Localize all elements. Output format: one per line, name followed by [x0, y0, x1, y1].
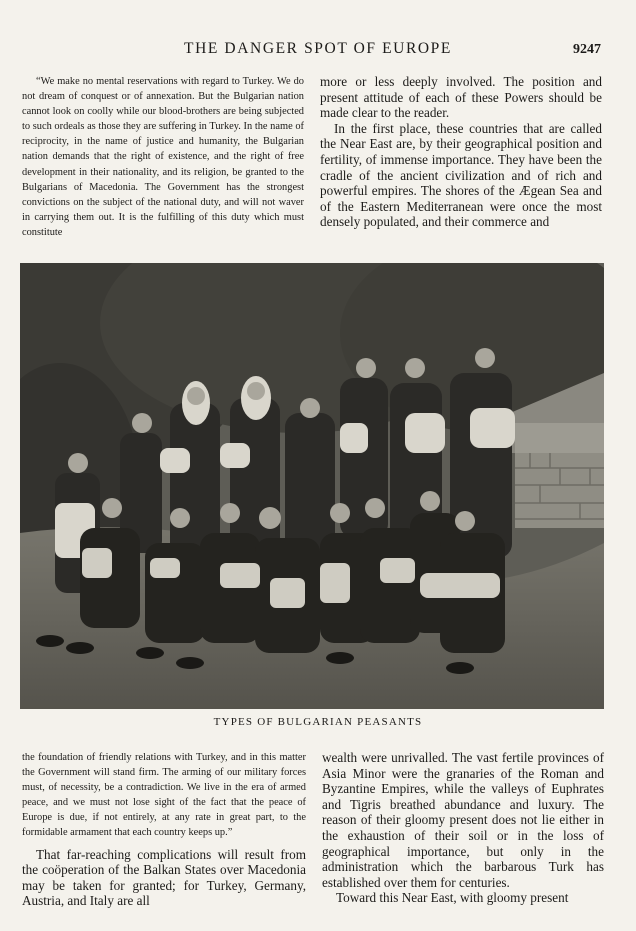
- page-number: 9247: [573, 42, 601, 57]
- paragraph: That far-reaching complications will result from the coöperation of the Balkan States over Macedonia may be taken for granted; for Turkey, Germany, Austria, and Italy are all: [22, 846, 306, 909]
- photo-illustration: [20, 263, 604, 709]
- paragraph: wealth were unrivalled. The vast fertile provinces of Asia Minor were the granaries of the Roman and Byzantine Empires, while the valleys of Euphrates and Tigris breathed abundance and luxury. The reason of their gloomy present does not lie either in the exhaustion of their soil or in the loss of geographical importance, but only in the administration which the barbarous Turk has established over them for centuries.: [322, 750, 604, 890]
- figure-caption: TYPES OF BULGARIAN PEASANTS: [213, 716, 423, 728]
- paragraph: more or less deeply involved. The position and present attitude of each of these Powers should be made clear to the reader.: [320, 74, 602, 121]
- paragraph: In the first place, these countries that are called the Near East are, by their geographical position and fertility, of immense importance. They have been the cradle of the ancient civilization and of rich and powerful empires. The shores of the Ægean Sea and of the Eastern Mediterranean were once the most densely populated, and their commerce and: [320, 120, 602, 230]
- text-column-top-right: [320, 74, 602, 230]
- text-column-bottom-right: [322, 750, 604, 906]
- quote-paragraph: the foundation of friendly relations with Turkey, and in this matter the Government will stand firm. The arming of our military forces must, of necessity, be a contradiction. We live in the era of armed peace, and we must not lose sight of the fact that the peace of Europe is due, if not entirely, at any rate in great part, to the formidable armament that each country keeps up.”: [22, 752, 306, 839]
- running-title: THE DANGER SPOT OF EUROPE: [184, 40, 452, 57]
- quote-column-top-left: [22, 74, 304, 240]
- running-header: [0, 40, 636, 62]
- text-column-bottom-left: [22, 750, 306, 909]
- quote-paragraph: “We make no mental reservations with regard to Turkey. We do not dream of conquest or of annexation. But the Bulgarian nation cannot look on coolly while our blood-brothers are being subjected to such ordeals as those they are suffering in Turkey. In the name of reciprocity, in the name of justice and humanity, the Bulgarian nation demands that the right of existence, and the right of free development in their nationality, and its religion, be granted to the Bulgarians of Macedonia. The Government has the strongest convictions on the subject of the national duty, and will not waver in carrying them out. It is the fulfilling of this duty which must constitute: [22, 76, 304, 238]
- paragraph: Toward this Near East, with gloomy present: [336, 890, 569, 906]
- photograph-bulgarian-peasants: [20, 263, 604, 709]
